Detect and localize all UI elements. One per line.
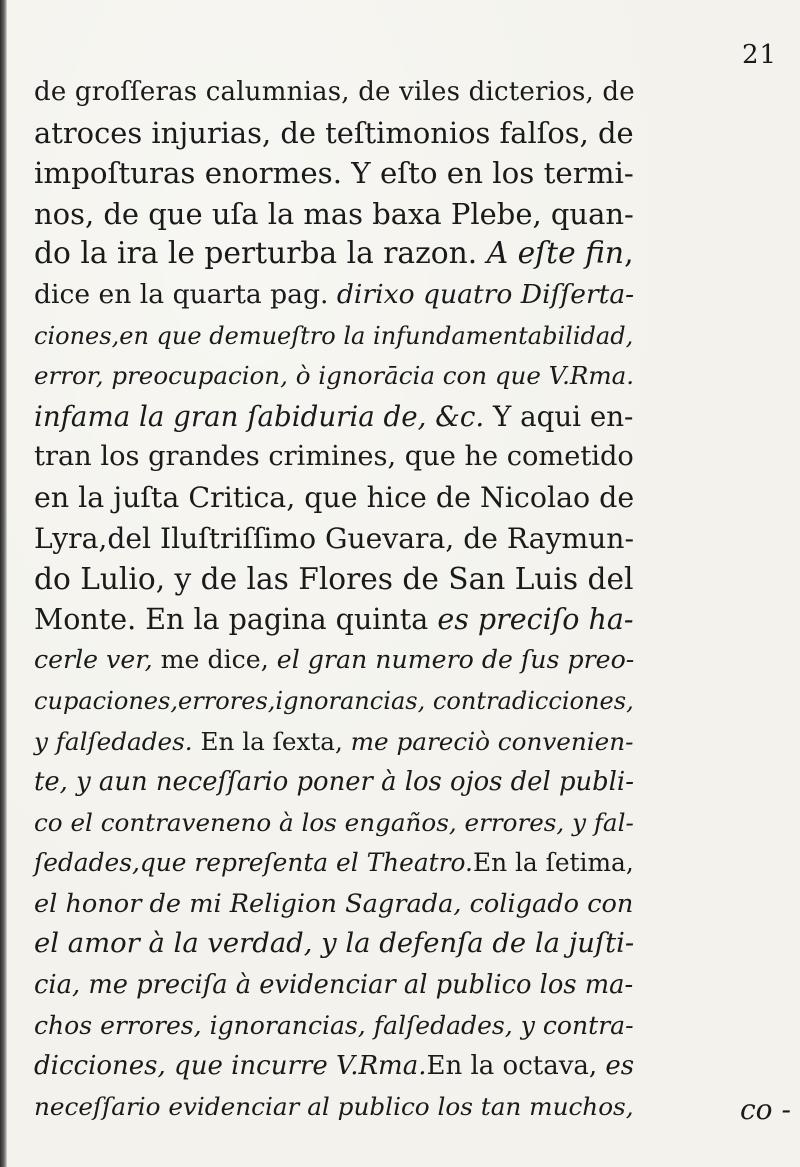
roman-run: En la ſexta, (192, 726, 351, 756)
italic-run: dirixo quatro Diſſerta- (336, 278, 635, 310)
italic-run: infama la gran ſabiduria de, &c. (34, 399, 485, 433)
text-line (34, 600, 634, 641)
text-line (34, 316, 634, 357)
page-gutter-shadow (0, 0, 7, 1167)
roman-run: Y aqui en- (484, 399, 634, 433)
roman-run: , (624, 236, 634, 272)
text-line (34, 640, 634, 681)
roman-run: de groſſeras calumnias, de viles dicterios, de (34, 77, 635, 107)
roman-run: impoſturas enormes. Y eſto en los termi- (34, 156, 634, 191)
roman-run: tran los grandes crimines, que he cometido (34, 441, 634, 473)
text-line (34, 234, 634, 275)
italic-run: error, preocupacion, ò ignorācia con que V.Rma. (34, 361, 635, 391)
text-line (34, 356, 634, 397)
italic-run: es (605, 1051, 635, 1082)
italic-run: cerle ver, (34, 645, 153, 675)
roman-run: nos, de que uſa la mas baxa Plebe, quan- (34, 196, 634, 231)
roman-run: me dice, (152, 645, 277, 675)
body-text (34, 72, 634, 1127)
italic-run: te, y aun neceſſario poner à los ojos del publi- (34, 767, 634, 798)
italic-run: el gran numero de ſus preo- (276, 645, 635, 675)
text-line (34, 519, 634, 560)
italic-run: ciones,en que demueſtro la infundamentabilidad, (34, 321, 634, 350)
italic-run: ſedades,que repreſenta el Theatro. (34, 848, 473, 878)
italic-run: y falſedades. (34, 726, 193, 756)
roman-run: En la ſetima, (472, 848, 634, 878)
italic-run: cupaciones,errores,ignorancias, contradicciones, (34, 686, 634, 715)
text-line (34, 762, 634, 803)
roman-run: do Lulio, y de las Flores de San Luis del (34, 562, 634, 597)
italic-run: cia, me preciſa à evidenciar al publico los ma- (34, 970, 634, 1001)
roman-run: En la octava, (426, 1051, 606, 1082)
catchword: co - (740, 1093, 791, 1126)
roman-run: Monte. En la pagina quinta (34, 602, 438, 636)
text-line (34, 478, 634, 519)
italic-run: es preciſo ha- (437, 602, 634, 636)
text-line (34, 559, 634, 600)
italic-run: A eſte fin (486, 236, 625, 272)
text-line (34, 722, 634, 763)
italic-run: dicciones, que incurre V.Rma. (34, 1051, 427, 1082)
roman-run: do la ira le perturba la razon. (34, 236, 487, 272)
text-line (34, 1087, 634, 1128)
italic-run: co el contraveneno à los engaños, errores, y fal- (34, 807, 634, 837)
italic-run: me pareciò convenien- (350, 726, 634, 756)
text-line (34, 1046, 634, 1087)
page-number: 21 (742, 40, 778, 70)
italic-run: el honor de mi Religion Sagrada, coligado con (34, 888, 634, 919)
text-line (34, 1006, 634, 1047)
text-line (34, 113, 634, 154)
text-line (34, 153, 634, 194)
roman-run: en la juſta Critica, que hice de Nicolao de (34, 480, 635, 514)
text-line (34, 965, 634, 1006)
text-line (34, 275, 634, 316)
text-line (34, 194, 634, 235)
roman-run: atroces injurias, de teſtimonios falſos, de (34, 115, 634, 150)
text-line (34, 803, 634, 844)
text-line (34, 884, 634, 925)
text-line (34, 924, 634, 965)
text-line (34, 397, 634, 438)
text-line (34, 681, 634, 722)
roman-run: dice en la quarta pag. (34, 278, 337, 310)
text-line (34, 72, 634, 113)
text-line (34, 843, 634, 884)
roman-run: Lyra,del Iluſtriſſimo Guevara, de Raymun- (34, 521, 634, 555)
italic-run: chos errores, ignorancias, falſedades, y contra- (34, 1010, 634, 1040)
italic-run: el amor à la verdad, y la defenſa de la juſti- (34, 928, 635, 960)
italic-run: neceſſario evidenciar al publico los tan muchos, (34, 1091, 634, 1121)
text-line (34, 437, 634, 478)
